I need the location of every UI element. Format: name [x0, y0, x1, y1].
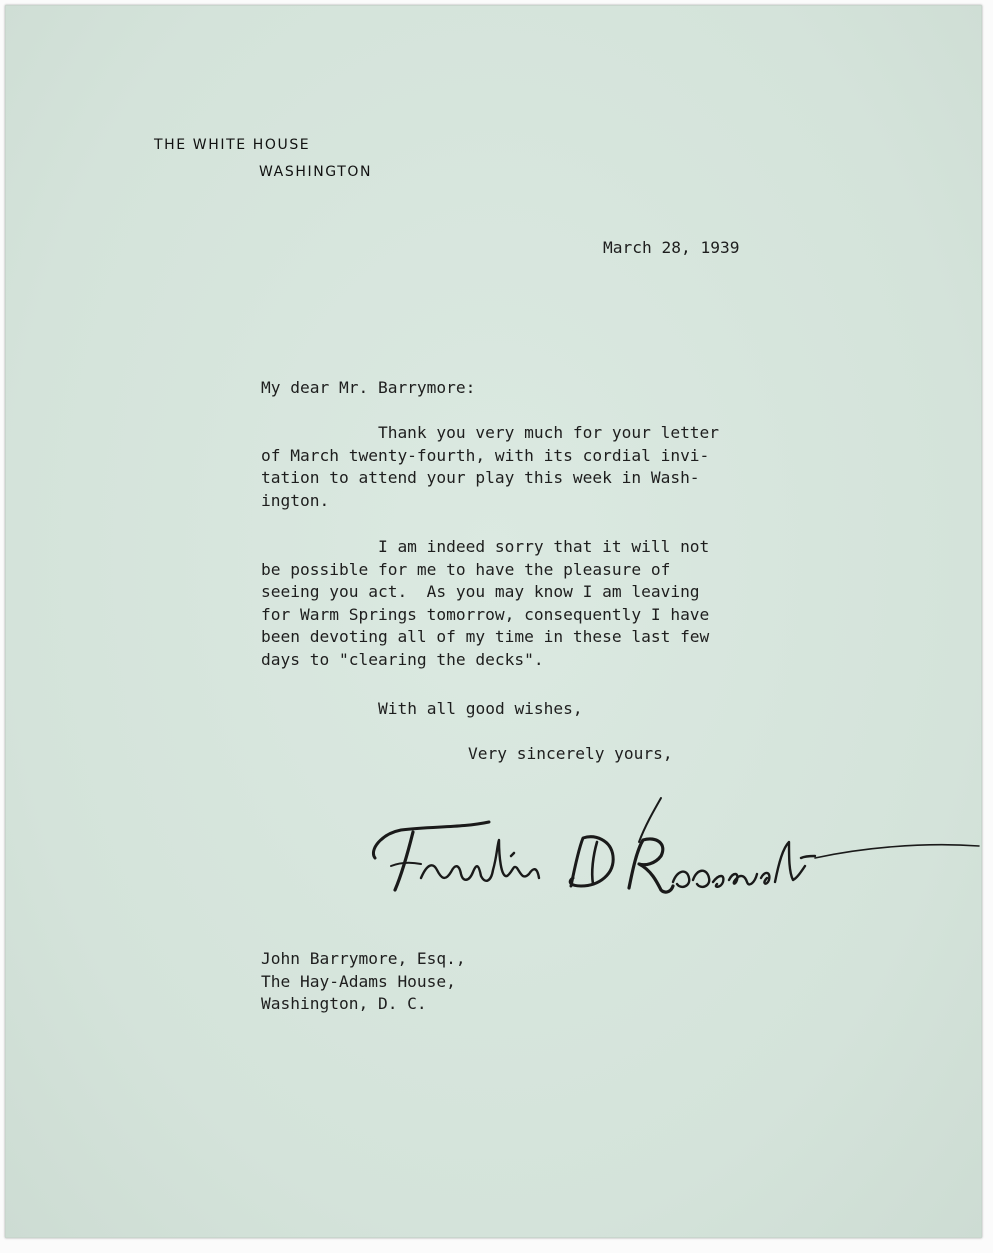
letter-date: March 28, 1939: [603, 238, 740, 257]
body-paragraph-1: Thank you very much for your letter of March twenty-fourth, with its cordial invi- tation to attend your play this week in Wash- ington.: [261, 423, 720, 510]
letter-sheet: [5, 5, 982, 1238]
complimentary-close: Very sincerely yours,: [468, 744, 673, 763]
salutation: My dear Mr. Barrymore:: [261, 378, 476, 397]
letterhead-line-2: WASHINGTON: [259, 164, 373, 180]
recipient-address: John Barrymore, Esq., The Hay-Adams House, Washington, D. C.: [261, 949, 466, 1014]
body-paragraph-2: I am indeed sorry that it will not be possible for me to have the pleasure of seeing you act. As you may know I am leaving for Warm Springs tomorrow, consequently I have been devoting all of my time in these last few days to "clearing the decks".: [261, 537, 710, 669]
letterhead-line-1: THE WHITE HOUSE: [154, 137, 311, 153]
signature-handwritten: [361, 786, 981, 926]
closing-wishes: With all good wishes,: [378, 699, 583, 718]
